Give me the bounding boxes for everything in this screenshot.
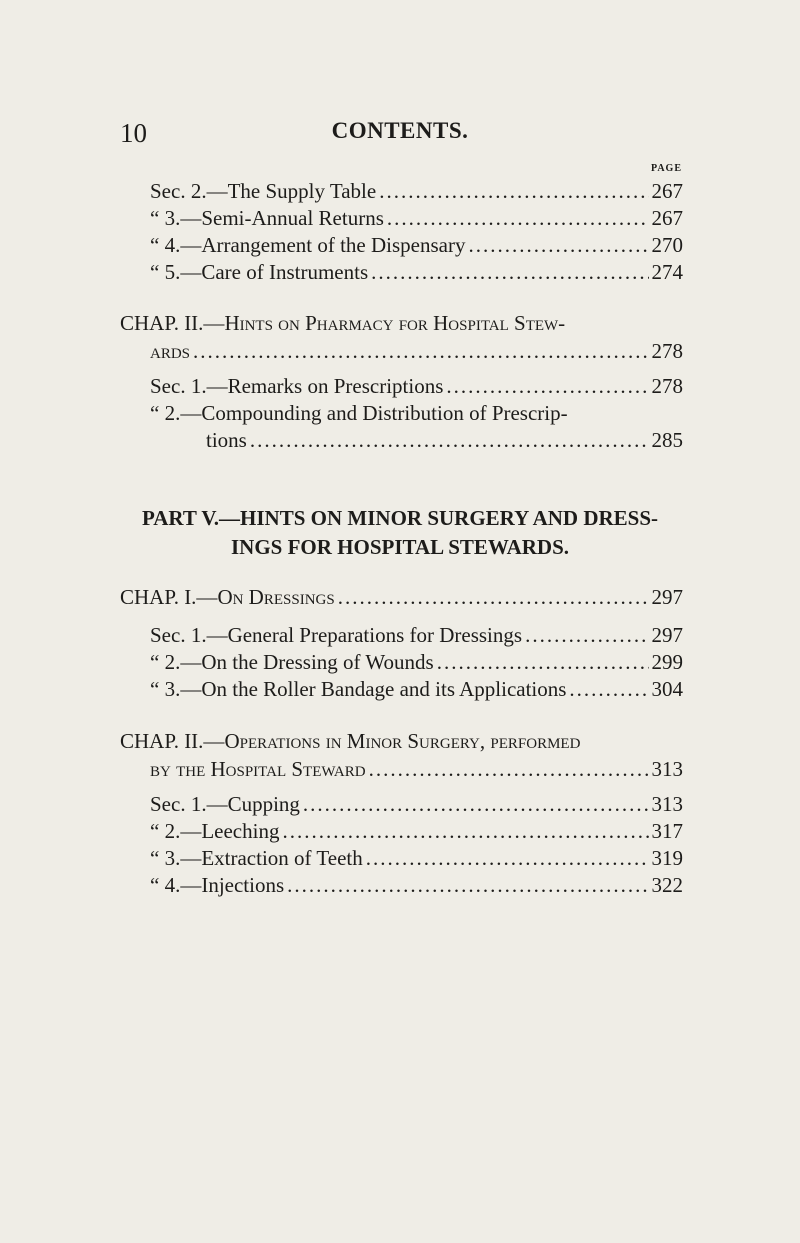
toc-entry-page: 267 bbox=[651, 206, 683, 230]
dot-leader bbox=[468, 232, 648, 258]
dot-leader bbox=[379, 178, 648, 204]
toc-entry-text: “ 3.—On the Roller Bandage and its Applications bbox=[150, 677, 567, 701]
chapter-label: CHAP. I.— bbox=[120, 585, 218, 609]
toc-entry-page: 270 bbox=[651, 233, 683, 257]
chapter-page: 278 bbox=[651, 339, 683, 363]
dot-leader bbox=[366, 845, 649, 871]
dot-leader bbox=[250, 427, 649, 453]
toc-entry bbox=[150, 649, 683, 675]
chapter-heading bbox=[120, 310, 683, 336]
toc-entry-text: tions bbox=[206, 428, 247, 452]
toc-entry-page: 317 bbox=[651, 819, 683, 843]
toc-entry bbox=[150, 791, 683, 817]
toc-entry bbox=[150, 178, 683, 204]
toc-entry-page: 299 bbox=[651, 650, 683, 674]
chapter-heading bbox=[120, 728, 683, 754]
page-number: 10 bbox=[120, 118, 147, 148]
dot-leader bbox=[387, 205, 649, 231]
toc-entry-text: “ 2.—Compounding and Distribution of Prescrip- bbox=[150, 401, 568, 425]
toc-entry-page: 319 bbox=[651, 846, 683, 870]
chapter-page: 297 bbox=[651, 585, 683, 609]
toc-entry bbox=[150, 872, 683, 898]
dot-leader bbox=[371, 259, 648, 285]
chapter-page: 313 bbox=[651, 757, 683, 781]
toc-entry-text: “ 3.—Extraction of Teeth bbox=[150, 846, 363, 870]
chapter-label: CHAP. II.— bbox=[120, 729, 225, 753]
toc-entry-page: 267 bbox=[651, 179, 683, 203]
toc-entry bbox=[150, 818, 683, 844]
toc-entry-text: Sec. 1.—General Preparations for Dressings bbox=[150, 623, 523, 647]
toc-entry-page: 313 bbox=[651, 792, 683, 816]
chapter-heading-cont bbox=[150, 756, 683, 782]
toc-entry-text: “ 5.—Care of Instruments bbox=[150, 260, 369, 284]
toc-entry-text: Sec. 2.—The Supply Table bbox=[150, 179, 377, 203]
page-column-label: PAGE bbox=[650, 163, 682, 174]
toc-entry bbox=[150, 232, 683, 258]
toc-entry-page: 278 bbox=[651, 374, 683, 398]
toc-entry bbox=[150, 400, 683, 426]
toc-entry-text: “ 4.—Arrangement of the Dispensary bbox=[150, 233, 466, 257]
part-heading-line: INGS FOR HOSPITAL STEWARDS. bbox=[230, 535, 570, 559]
chapter-title-cont: by the Hospital Steward bbox=[150, 757, 366, 781]
chapter-heading-cont bbox=[150, 338, 683, 364]
dot-leader bbox=[303, 791, 649, 817]
toc-entry bbox=[150, 622, 683, 648]
toc-entry-page: 285 bbox=[651, 428, 683, 452]
toc-entry-text: “ 4.—Injections bbox=[150, 873, 285, 897]
chapter-title: Operations in Minor Surgery, performed bbox=[224, 729, 581, 753]
toc-entry bbox=[150, 259, 683, 285]
toc-entry-page: 297 bbox=[651, 623, 683, 647]
chapter-title-cont: ards bbox=[150, 339, 191, 363]
toc-entry-page: 322 bbox=[651, 873, 683, 897]
dot-leader bbox=[437, 649, 649, 675]
chapter-heading bbox=[120, 584, 683, 610]
part-heading bbox=[100, 504, 700, 562]
toc-entry-page: 274 bbox=[651, 260, 683, 284]
toc-entry-cont bbox=[206, 427, 683, 453]
dot-leader bbox=[282, 818, 648, 844]
dot-leader bbox=[193, 338, 648, 364]
dot-leader bbox=[525, 622, 648, 648]
chapter-title: Hints on Pharmacy for Hospital Stew- bbox=[224, 311, 566, 335]
toc-entry bbox=[150, 845, 683, 871]
dot-leader bbox=[446, 373, 648, 399]
page-header bbox=[120, 118, 680, 158]
part-heading-line: PART V.—HINTS ON MINOR SURGERY AND DRESS- bbox=[141, 506, 659, 530]
running-title: CONTENTS. bbox=[331, 118, 469, 143]
dot-leader bbox=[287, 872, 648, 898]
chapter-label: CHAP. II.— bbox=[120, 311, 225, 335]
dot-leader bbox=[338, 584, 649, 610]
toc-entry bbox=[150, 373, 683, 399]
toc-entry-text: “ 2.—On the Dressing of Wounds bbox=[150, 650, 434, 674]
toc-entry-text: Sec. 1.—Remarks on Prescriptions bbox=[150, 374, 444, 398]
toc-entry-text: “ 3.—Semi-Annual Returns bbox=[150, 206, 384, 230]
toc-entry-text: “ 2.—Leeching bbox=[150, 819, 280, 843]
toc-entry-page: 304 bbox=[651, 677, 683, 701]
toc-entry bbox=[150, 205, 683, 231]
dot-leader bbox=[369, 756, 649, 782]
toc-entry-text: Sec. 1.—Cupping bbox=[150, 792, 300, 816]
toc-entry bbox=[150, 676, 683, 702]
dot-leader bbox=[569, 676, 648, 702]
chapter-title: On Dressings bbox=[217, 585, 335, 609]
